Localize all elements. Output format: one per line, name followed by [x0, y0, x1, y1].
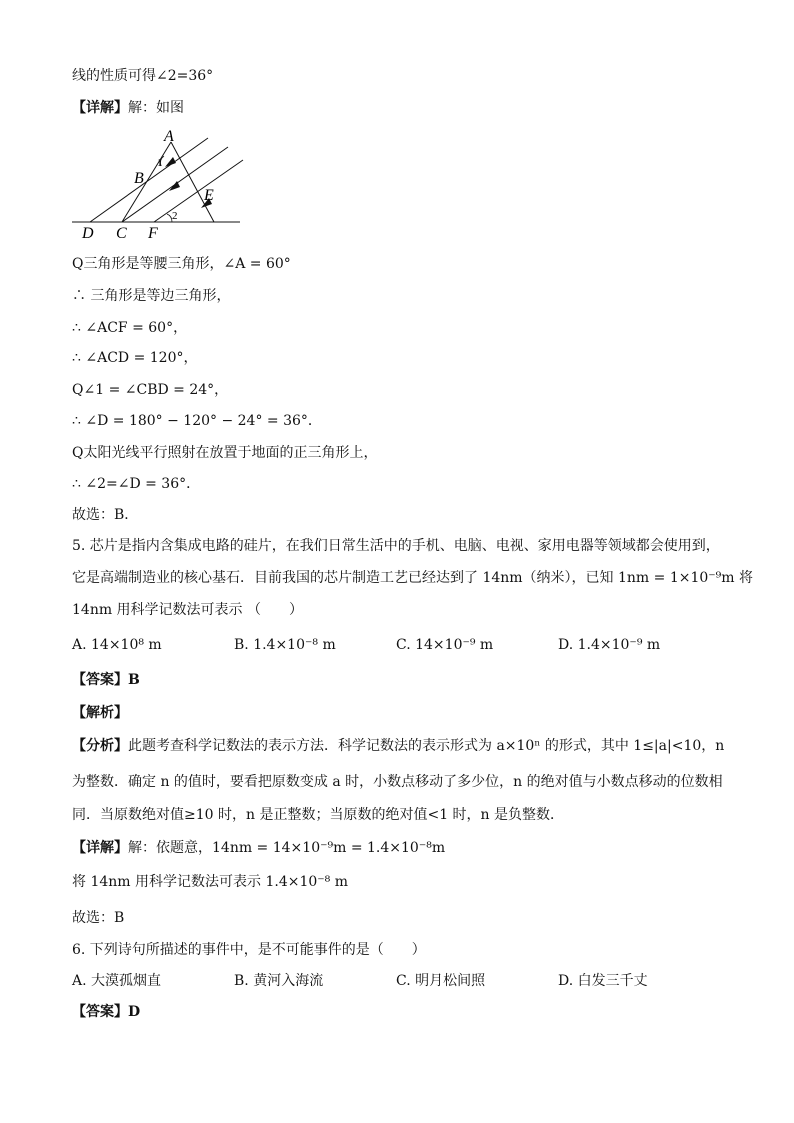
q6-option-b: B. 黄河入海流 [234, 973, 324, 989]
q5-fenxi-line: 同．当原数绝对值≥10 时，n 是正整数；当原数的绝对值<1 时，n 是负整数． [72, 807, 565, 823]
q5-choose: 故选：B [72, 910, 125, 926]
text-line: ∴ ∠ACD = 120°， [72, 350, 198, 366]
label-A: A [164, 128, 174, 145]
q5-stem-line: 5. 芯片是指内含集成电路的硅片，在我们日常生活中的手机、电脑、电视、家用电器等领域都会使用到， [72, 538, 720, 554]
text-line: Q太阳光线平行照射在放置于地面的正三角形上， [72, 445, 378, 461]
text-line: Q∠1 = ∠CBD = 24°， [72, 382, 229, 398]
detail-text: 解：依题意，14nm = 14×10⁻⁹m = 1.4×10⁻⁸m [128, 840, 446, 856]
q5-detail-line [72, 838, 445, 858]
detail-line [72, 98, 184, 118]
q5-option-a: A. 14×10⁸ m [72, 637, 162, 653]
text-line: 故选：B． [72, 507, 139, 523]
text-line: ∴ ∠ACF = 60°， [72, 320, 188, 336]
q5-stem-line: 它是高端制造业的核心基石．目前我国的芯片制造工艺已经达到了 14nm（纳米），已知 1nm = 1×10⁻⁹m 将 [72, 570, 754, 586]
label-B: B [134, 170, 144, 187]
q6-option-c: C. 明月松间照 [396, 973, 486, 989]
q5-option-c: C. 14×10⁻⁹ m [396, 637, 494, 653]
fenxi-tag: 【分析】 [72, 738, 128, 754]
detail-text: 解：如图 [128, 100, 184, 116]
q5-option-b: B. 1.4×10⁻⁸ m [234, 637, 336, 653]
q6-option-d: D. 白发三千丈 [558, 973, 648, 989]
label-C: C [116, 225, 127, 240]
label-D: D [82, 225, 94, 240]
fenxi-text: 此题考查科学记数法的表示方法．科学记数法的表示形式为 a×10ⁿ 的形式，其中 1≤|a|<10，n [128, 738, 725, 754]
q6-question: 6. 下列诗句所描述的事件中，是不可能事件的是（ ） [72, 942, 426, 958]
q6-option-a: A. 大漠孤烟直 [72, 973, 162, 989]
text-line: ∴ ∠D = 180° − 120° − 24° = 36°． [72, 413, 322, 429]
label-F: F [148, 225, 158, 240]
q5-answer: 【答案】B [72, 672, 140, 688]
q5-analysis-tag: 【解析】 [72, 705, 128, 721]
label-1: 1 [157, 157, 163, 169]
text-line: Q三角形是等腰三角形，∠A = 60° [72, 256, 291, 272]
q5-detail-line: 将 14nm 用科学记数法可表示 1.4×10⁻⁸ m [72, 874, 348, 890]
detail-tag: 【详解】 [72, 100, 128, 116]
label-E: E [204, 187, 214, 204]
q5-option-d: D. 1.4×10⁻⁹ m [558, 637, 661, 653]
text-line: ∴ 三角形是等边三角形， [72, 288, 231, 304]
text-line: 线的性质可得∠2=36° [72, 68, 214, 84]
label-2: 2 [172, 210, 178, 222]
q5-stem-line: 14nm 用科学记数法可表示 （ ） [72, 602, 304, 618]
q5-fenxi-line [72, 736, 724, 756]
arrow-1 [165, 157, 176, 167]
detail-tag: 【详解】 [72, 840, 128, 856]
q6-answer: 【答案】D [72, 1004, 141, 1020]
q5-fenxi-line: 为整数．确定 n 的值时，要看把原数变成 a 时，小数点移动了多少位，n 的绝对值与小数点移动的位数相 [72, 774, 723, 790]
sun-ray-1 [90, 138, 208, 222]
geometry-figure [68, 128, 248, 240]
text-line: ∴ ∠2=∠D = 36°． [72, 476, 201, 492]
sun-ray-3 [154, 160, 243, 222]
